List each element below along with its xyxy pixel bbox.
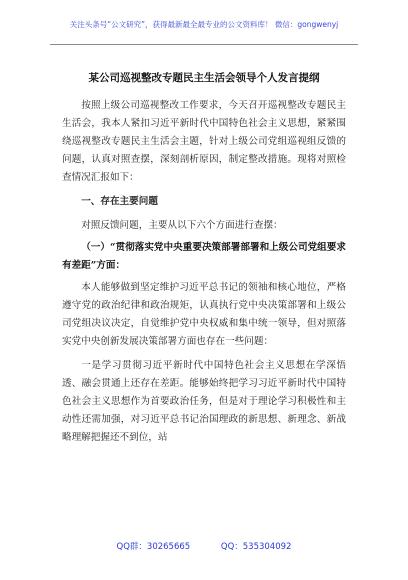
footer-qq-group: QQ群：30265665 [116,542,191,552]
footer-qq-number: QQ：535304092 [220,542,292,552]
document-title: 某公司巡视整改专题民主生活会领导个人发言提纲 [88,72,320,84]
intro-paragraph: 按照上级公司巡视整改工作要求，今天召开巡视整改专题民主生活会，我本人紧扣习近平新时代中国特色社会主义思想，紧紧围绕巡视整改专题民主生活会主题，针对上级公司党组巡视组反馈的问题，认真对照查摆，深刻剖析原因，制定整改措施。现将对照检查情况汇报如下： [62,100,346,183]
header-divider [50,44,358,45]
body-paragraph-2: 一是学习贯彻习近平新时代中国特色社会主义思想在学深悟透、融会贯通上还存在差距。能够始终把学习习近平新时代中国特色社会主义思想作为首要政治任务，但是对于理论学习积极性和主动性还需加强，对习近平总书记治国理政的新思想、新理念、新战略理解把握还不到位，站 [62,360,346,443]
section-heading: 一、存在主要问题 [81,196,158,207]
subsection-heading: （一）“贯彻落实党中央重要决策部署部署和上级公司党组要求有差距”方面： [62,242,346,271]
section-intro: 对照反馈问题，主要从以下六个方面进行查摆： [81,220,283,231]
header-banner: 关注头条号“公文研究”，获得最新最全最专业的公文资料库！ 微信：gongwenyj [69,20,339,29]
body-paragraph-1: 本人能够做到坚定维护习近平总书记的领袖和核心地位，严格遵守党的政治纪律和政治规矩，认真执行党中央决策部署和上级公司党组决议决定，自觉维护党中央权威和集中统一领导，但对照落实党中央创新发展决策部署方面也存在一些问题： [62,282,346,347]
footer-contact [0,540,408,552]
document-body [62,97,346,447]
